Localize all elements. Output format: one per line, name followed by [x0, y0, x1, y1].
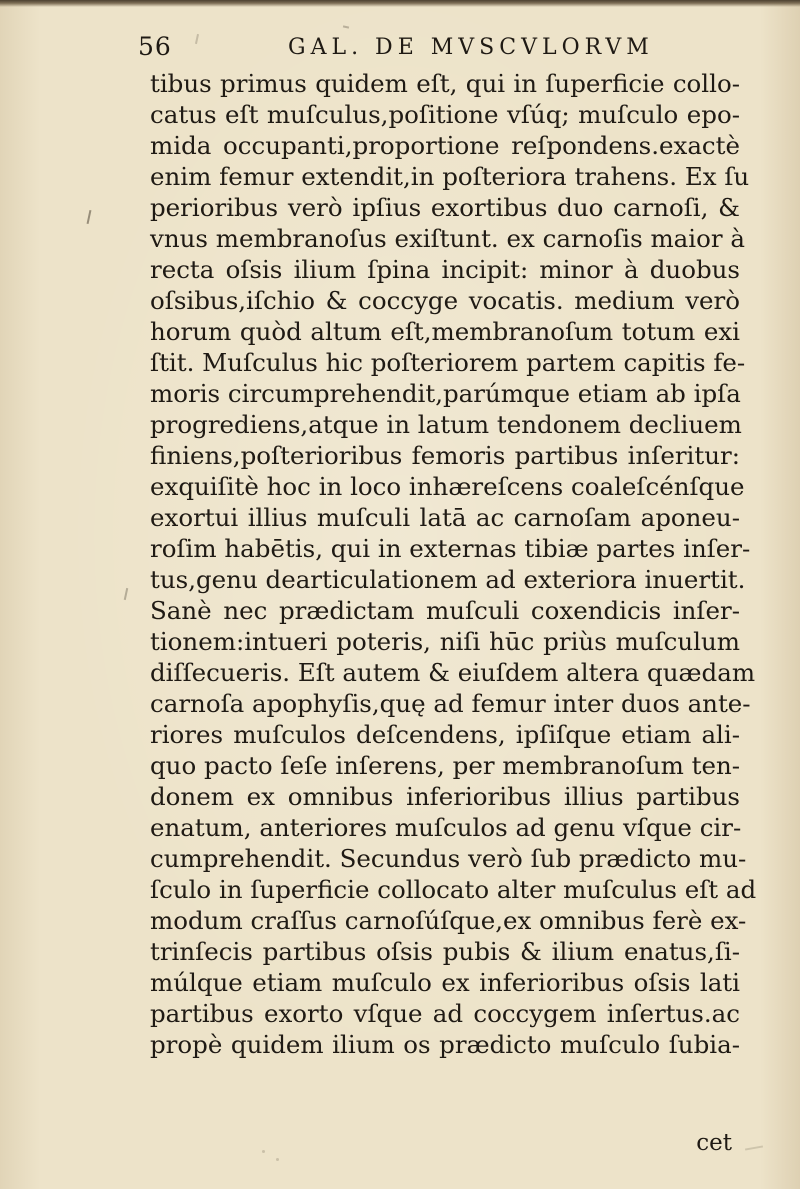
margin-mark	[87, 210, 92, 224]
text-line: ſtit. Muſculus hic poſteriorem partem capitis fe-	[150, 348, 746, 377]
text-line: cumprehendit. Secundus verò ſub prædicto mu-	[150, 844, 747, 873]
text-line: recta oſsis ilium ſpina incipit: minor à duobus	[150, 255, 740, 284]
text-line: partibus exorto vſque ad coccygem inſertus.ac	[150, 999, 740, 1028]
text-line: quo pacto ſeſe inſerens, per membranoſum ten-	[150, 751, 741, 780]
text-line: enim femur extendit,in poſteriora trahens. Ex ſu	[150, 162, 750, 191]
text-line: riores muſculos deſcendens, ipſiſque etiam ali-	[150, 720, 740, 749]
text-line: múlque etiam muſculo ex inferioribus oſsis lati	[150, 968, 740, 997]
text-block	[150, 68, 757, 1060]
margin-mark	[276, 1158, 279, 1161]
text-line: tionem:intueri poteris, niſi hūc priùs muſculum	[150, 627, 740, 656]
text-line: roſim habētis, qui in externas tibiæ partes inſer-	[150, 534, 751, 563]
text-line: progrediens,atque in latum tendonem decliuem	[150, 410, 742, 439]
margin-mark	[124, 588, 128, 600]
page-number: 56	[138, 32, 172, 61]
text-line: carnoſa apophyſis,quę ad femur inter duos ante-	[150, 689, 751, 718]
text-line: modum craſſus carnoſúſque,ex omnibus ferè ex-	[150, 906, 747, 935]
margin-mark	[745, 1145, 763, 1150]
text-line: tibus primus quidem eſt, qui in ſuperficie collo-	[150, 69, 740, 98]
margin-mark	[262, 1150, 265, 1153]
text-line: finiens,poſterioribus femoris partibus inſeritur:	[150, 441, 740, 470]
text-line: Sanè nec prædictam muſculi coxendicis inſer-	[150, 596, 740, 625]
text-line: perioribus verò ipſius exortibus duo carnoſi, &	[150, 193, 740, 222]
catchword: cet	[696, 1130, 732, 1156]
text-line: donem ex omnibus inferioribus illius partibus	[150, 782, 740, 811]
text-line: oſsibus,iſchio & coccyge vocatis. medium verò	[150, 286, 740, 315]
margin-mark	[343, 25, 349, 28]
text-line: trinſecis partibus oſsis pubis & ilium enatus,ſi-	[150, 937, 740, 966]
text-line: vnus membranoſus exiſtunt. ex carnoſis maior à	[150, 224, 745, 253]
text-line: exquiſitè hoc in loco inhæreſcens coaleſcénſque	[150, 472, 745, 501]
text-line: moris circumprehendit,parúmque etiam ab ipſa	[150, 379, 741, 408]
text-line: diſſecueris. Eſt autem & eiuſdem altera quædam	[150, 658, 756, 687]
page-top-edge	[0, 0, 800, 7]
text-line: horum quòd altum eſt,membranoſum totum exi	[150, 317, 740, 346]
page-header	[138, 32, 658, 64]
text-line: tus,genu dearticulationem ad exteriora inuertit.	[150, 565, 746, 594]
text-line: propè quidem ilium os prædicto muſculo ſubia-	[150, 1030, 740, 1059]
running-head: GAL. DE MVSCVLORVM	[288, 35, 654, 60]
text-line: enatum, anteriores muſculos ad genu vſque cir-	[150, 813, 742, 842]
text-line: mida occupanti,proportione reſpondens.exactè	[150, 131, 740, 160]
text-line: catus eſt muſculus,poſitione vſúq; muſculo epo-	[150, 100, 740, 129]
text-line: exortui illius muſculi latā ac carnoſam aponeu-	[150, 503, 740, 532]
text-line: ſculo in ſuperficie collocato alter muſculus eſt ad	[150, 875, 757, 904]
